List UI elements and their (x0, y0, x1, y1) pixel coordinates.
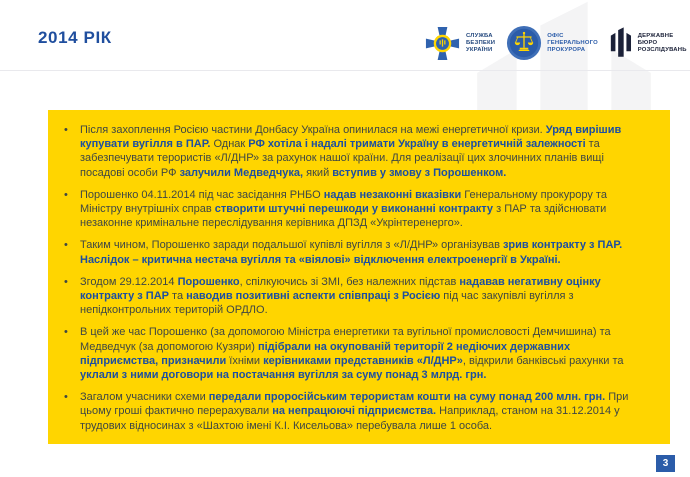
sbu-label-line: БЕЗПЕКИ (466, 39, 496, 46)
header-divider (0, 70, 690, 71)
bullet-marker: • (64, 239, 68, 252)
bullet-text: Порошенко 04.11.2014 під час засідання РНБО надав незаконні вказівки Генеральному прокурору та Міністру внутрішніх справ створити штучні перешкоди у виконанні контракту з ПАР та здійснювати незаконне кримінальне переслідування керівника ДПЗД «Укрінтеренерго». (80, 188, 607, 230)
bullet-marker: • (64, 275, 68, 288)
list-item (62, 275, 644, 318)
prosecutor-label-line: ОФІС (547, 32, 564, 39)
content-panel (48, 110, 670, 444)
bullet-text: Загалом учасники схеми передали проросійським терористам кошти на суму понад 200 млн. грн. При цьому гроші фактично перерахували на непрацюючі підприємства. Наприклад, станом на 31.12.2014 у трудових відносинах з «Шахтою імені К.І. Кисельова» перебувала лише 1 особа. (80, 391, 629, 432)
bullet-list (62, 123, 644, 433)
dbr-trident-icon (609, 24, 633, 62)
list-item (62, 238, 644, 266)
bullet-text: Після захоплення Росією частини Донбасу Україна опинилася на межі енергетичної кризи. Уряд вирішив купувати вугілля в ПАР. Однак РФ хотіла і надалі тримати Україну в енергетичній залежності та забезпечувати терористів «Л/ДНР» за рахунок нашої країни. Для реалізації цих злочинних планів вищі посадові особи РФ залучили Медведчука, який вступив у змову з Порошенком. (80, 124, 622, 179)
dbr-logo-label (638, 33, 690, 54)
bullet-text: В цей же час Порошенко (за допомогою Міністра енергетики та вугільної промисловості Демчишина) та Медведчук (за допомогою Кузяри) підібрали на окупованій території 2 недіючих державних підприємства, призначили їхніми керівниками представників «Л/ДНР», відкрили банківські рахунки та уклали з ними договори на постачання вугілля за суму понад 3 млрд. грн. (80, 326, 624, 382)
prosecutor-scales-icon (506, 25, 542, 61)
bullet-marker: • (64, 188, 68, 201)
page-title: 2014 РІК (38, 28, 112, 47)
bullet-marker: • (64, 124, 68, 136)
sbu-label-line: СЛУЖБА (466, 32, 493, 39)
dbr-label-line: РОЗСЛІДУВАНЬ (637, 46, 687, 53)
prosecutor-label-line: ПРОКУРОРА (547, 46, 586, 53)
list-item (62, 390, 644, 433)
prosecutor-logo-label (547, 33, 598, 54)
bullet-marker: • (64, 391, 68, 404)
bullet-text: Таким чином, Порошенко заради подальшої купівлі вугілля з «Л/ДНР» організував зрив контракту з ПАР. Наслідок – критична нестача вугілля та «віялові» відключення електроенергії в Україні. (80, 239, 623, 266)
prosecutor-label-line: ГЕНЕРАЛЬНОГО (547, 39, 598, 46)
list-item (62, 188, 644, 231)
sbu-logo-label (466, 33, 495, 54)
logo-dbr (609, 24, 690, 62)
header-logos (424, 24, 690, 62)
sbu-cross-icon (424, 25, 461, 62)
page-number-badge: 3 (656, 455, 675, 472)
bullet-text: Згодом 29.12.2014 Порошенко, спілкуючись зі ЗМІ, без належних підстав надавав негативну оцінку контракту з ПАР та наводив позитивні аспекти співпраці з Росією під час закупівлі вугілля з непідконтрольних територій ОРДЛО. (80, 275, 601, 317)
dbr-label-line: ДЕРЖАВНЕ БЮРО (637, 32, 674, 46)
bullet-marker: • (64, 326, 68, 339)
sbu-label-line: УКРАЇНИ (466, 46, 493, 53)
list-item (62, 325, 644, 382)
logo-sbu (424, 25, 495, 62)
logo-prosecutor-office (506, 25, 598, 61)
list-item (62, 123, 644, 180)
